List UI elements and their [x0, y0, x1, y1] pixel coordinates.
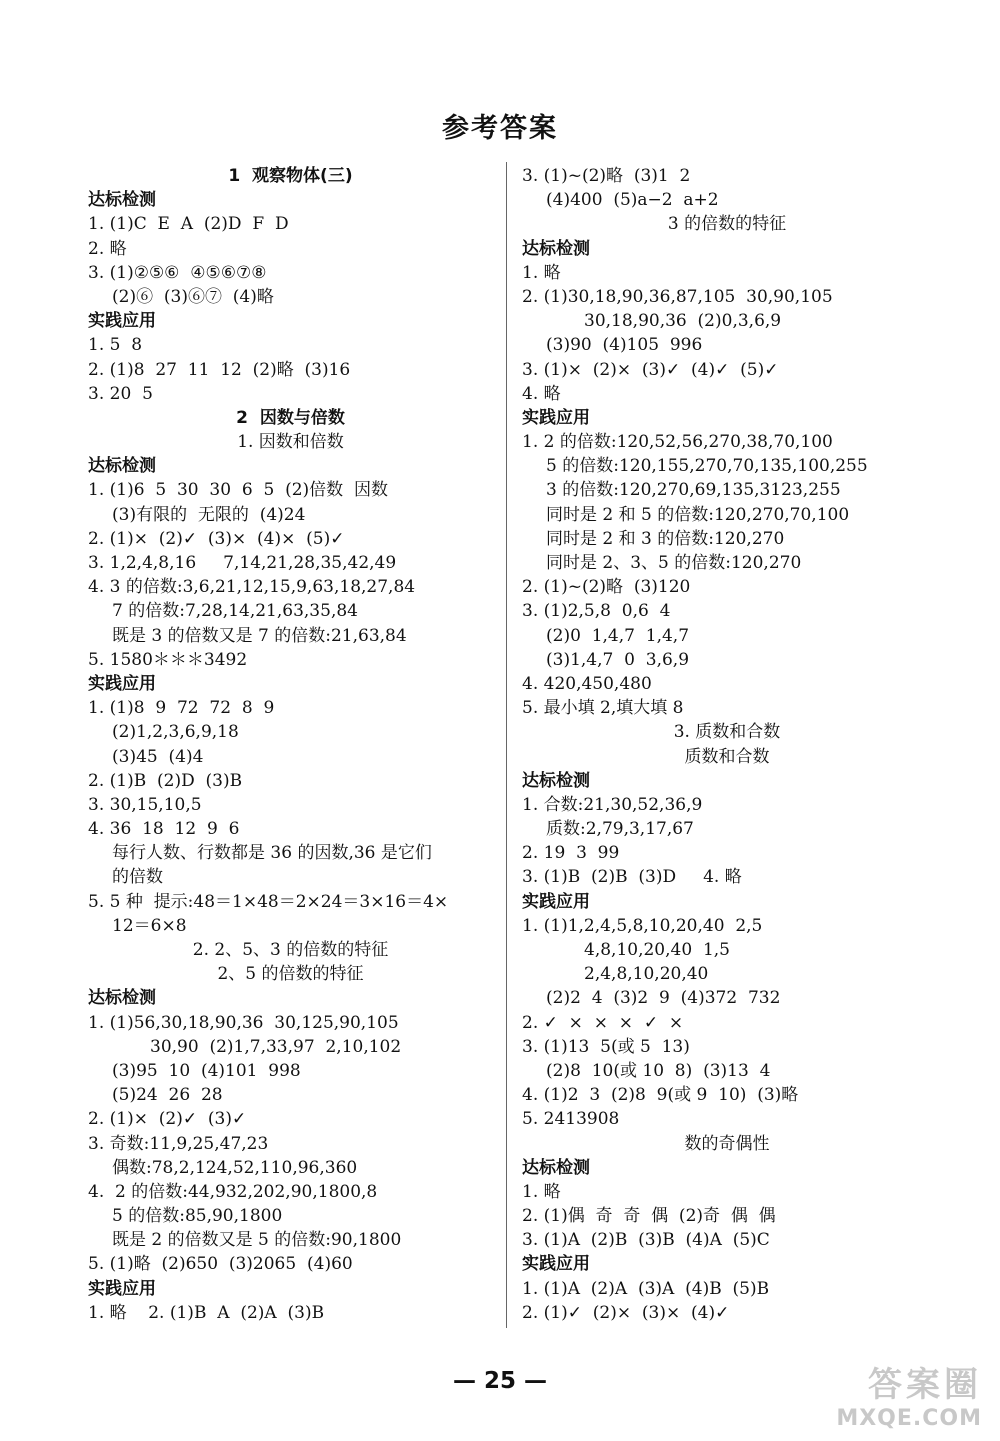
- answer-line: 1. (1)56,30,18,90,36 30,125,90,105: [88, 1012, 399, 1033]
- answer-line: (4)400 (5)a−2 a+2: [546, 190, 719, 211]
- answer-line: 4. 2 的倍数:44,932,202,90,1800,8: [88, 1181, 378, 1202]
- column-divider: [506, 162, 507, 1328]
- answer-line: 7 的倍数:7,28,14,21,63,35,84: [112, 601, 358, 622]
- answer-line: 2. (1)30,18,90,36,87,105 30,90,105: [522, 286, 833, 307]
- answer-line: 1. 2 的倍数:120,52,56,270,38,70,100: [522, 432, 833, 453]
- watermark-top: 答案圈: [868, 1365, 982, 1405]
- answer-line: 3. (1)A (2)B (3)B (4)A (5)C: [522, 1230, 770, 1251]
- answer-line: 1. 略: [522, 1181, 561, 1202]
- section-heading: 2 因数与倍数: [236, 407, 345, 428]
- section-heading: 实践应用: [522, 407, 590, 428]
- section-heading: 达标检测: [88, 456, 156, 477]
- answer-line: 2,4,8,10,20,40: [584, 964, 709, 985]
- answer-line: 1. 略: [522, 262, 561, 283]
- section-heading: 达标检测: [522, 238, 590, 259]
- answer-line: (3)95 10 (4)101 998: [112, 1060, 301, 1081]
- answer-line: 2. 略: [88, 238, 127, 259]
- answer-line: 3. (1)13 5(或 5 13): [522, 1036, 690, 1057]
- answer-line: 2. (1)× (2)✓ (3)✓: [88, 1109, 247, 1130]
- answer-line: 偶数:78,2,124,52,110,96,360: [112, 1157, 358, 1178]
- section-heading: 实践应用: [522, 1254, 590, 1275]
- section-heading: 达标检测: [522, 1157, 590, 1178]
- answer-line: 3. (1)2,5,8 0,6 4: [522, 601, 671, 622]
- answer-line: 3. (1)B (2)B (3)D 4. 略: [522, 867, 742, 888]
- answer-line: 的倍数: [112, 867, 163, 888]
- answer-line: 4. (1)2 3 (2)8 9(或 9 10) (3)略: [522, 1085, 799, 1106]
- answer-line: 3. (1)× (2)× (3)✓ (4)✓ (5)✓: [522, 359, 779, 380]
- answer-line: 5. (1)略 (2)650 (3)2065 (4)60: [88, 1254, 353, 1275]
- answer-line: 12＝6×8: [112, 915, 187, 936]
- answer-line: (2)⑥ (3)⑥⑦ (4)略: [112, 286, 274, 307]
- answer-line: 同时是 2 和 3 的倍数:120,270: [546, 528, 785, 549]
- answer-line: 1. 略 2. (1)B A (2)A (3)B: [88, 1302, 325, 1323]
- section-heading: 达标检测: [88, 988, 156, 1009]
- answer-line: (3)90 (4)105 996: [546, 335, 703, 356]
- answer-line: 2. ✓ × × × ✓ ×: [522, 1012, 684, 1033]
- answer-line: (2)8 10(或 10 8) (3)13 4: [546, 1060, 771, 1081]
- answer-line: 1. 因数和倍数: [237, 432, 344, 453]
- answer-line: 3. 1,2,4,8,16 7,14,21,28,35,42,49: [88, 553, 397, 573]
- answer-line: 5. 1580＊＊＊3492: [88, 649, 248, 670]
- answer-line: (2)0 1,4,7 1,4,7: [546, 625, 690, 646]
- answer-line: 数的奇偶性: [684, 1133, 770, 1154]
- answer-line: 2. (1)8 27 11 12 (2)略 (3)16: [88, 359, 351, 380]
- answer-line: 4. 36 18 12 9 6: [88, 819, 240, 840]
- answer-line: 5 的倍数:85,90,1800: [112, 1206, 283, 1227]
- answer-line: (3)45 (4)4: [112, 746, 204, 767]
- page-number: — 25 —: [452, 1368, 548, 1394]
- page-title: 参考答案: [442, 113, 558, 144]
- answer-line: 30,18,90,36 (2)0,3,6,9: [584, 311, 782, 332]
- answer-line: 4,8,10,20,40 1,5: [584, 940, 730, 960]
- answer-line: 既是 3 的倍数又是 7 的倍数:21,63,84: [112, 625, 407, 646]
- answer-line: 2、5 的倍数的特征: [217, 964, 364, 985]
- answer-line: 3 的倍数:120,270,69,135,3123,255: [546, 480, 841, 501]
- answer-line: (2)2 4 (3)2 9 (4)372 732: [546, 988, 781, 1009]
- answer-line: 质数:2,79,3,17,67: [546, 819, 694, 840]
- answer-line: 2. (1)✓ (2)× (3)× (4)✓: [522, 1302, 730, 1323]
- answer-line: 2. 2、5、3 的倍数的特征: [192, 940, 389, 960]
- answer-line: 2. (1)偶 奇 奇 偶 (2)奇 偶 偶: [522, 1206, 776, 1227]
- answer-line: 3. 20 5: [88, 383, 153, 404]
- answer-line: 同时是 2 和 5 的倍数:120,270,70,100: [546, 504, 850, 525]
- answer-line: (3)有限的 无限的 (4)24: [112, 504, 306, 525]
- watermark-bottom: MXQE.COM: [836, 1406, 982, 1431]
- answer-line: 2. (1)B (2)D (3)B: [88, 770, 243, 791]
- answer-line: 2. (1)~(2)略 (3)120: [522, 577, 691, 598]
- answer-line: 质数和合数: [684, 746, 770, 767]
- answer-line: 4. 3 的倍数:3,6,21,12,15,9,63,18,27,84: [88, 577, 416, 598]
- section-heading: 达标检测: [522, 770, 590, 791]
- answer-line: 3. 奇数:11,9,25,47,23: [88, 1133, 269, 1154]
- answer-line: 1. 合数:21,30,52,36,9: [522, 794, 703, 815]
- answer-line: 5 的倍数:120,155,270,70,135,100,255: [546, 456, 868, 477]
- section-heading: 达标检测: [88, 190, 156, 211]
- answer-line: 3. 质数和合数: [673, 722, 781, 743]
- right-column: [522, 164, 932, 1325]
- section-heading: 1 观察物体(三): [228, 166, 353, 186]
- answer-line: (5)24 26 28: [112, 1085, 223, 1106]
- answer-line: 3 的倍数的特征: [667, 214, 787, 235]
- answer-line: (3)1,4,7 0 3,6,9: [546, 649, 690, 670]
- answer-line: 既是 2 的倍数又是 5 的倍数:90,1800: [112, 1230, 402, 1251]
- answer-line: 2. (1)× (2)✓ (3)× (4)× (5)✓: [88, 528, 345, 549]
- left-column: [88, 164, 493, 1325]
- answer-line: 2. 19 3 99: [522, 843, 620, 864]
- answer-line: 3. (1)~(2)略 (3)1 2: [522, 166, 691, 186]
- answer-line: 30,90 (2)1,7,33,97 2,10,102: [150, 1036, 402, 1057]
- answer-line: 5. 最小填 2,填大填 8: [522, 698, 684, 719]
- answer-line: 4. 420,450,480: [522, 673, 652, 694]
- answer-line: 1. (1)8 9 72 72 8 9: [88, 698, 275, 719]
- section-heading: 实践应用: [88, 1278, 156, 1299]
- answer-line: 5. 2413908: [522, 1109, 620, 1130]
- section-heading: 实践应用: [88, 311, 156, 332]
- watermark-logo: [772, 1357, 982, 1435]
- section-heading: 实践应用: [522, 891, 590, 912]
- answer-line: 1. (1)6 5 30 30 6 5 (2)倍数 因数: [88, 480, 388, 501]
- answer-line: 1. (1)1,2,4,5,8,10,20,40 2,5: [522, 915, 763, 936]
- answer-line: 1. (1)A (2)A (3)A (4)B (5)B: [522, 1278, 770, 1299]
- answer-line: 4. 略: [522, 383, 561, 404]
- answer-line: 每行人数、行数都是 36 的因数,36 是它们: [112, 843, 432, 864]
- answer-line: (2)1,2,3,6,9,18: [112, 722, 239, 743]
- answer-line: 1. 5 8: [88, 335, 143, 356]
- answer-line: 1. (1)C E A (2)D F D: [88, 214, 289, 235]
- section-heading: 实践应用: [88, 673, 156, 694]
- answer-line: 3. (1)②⑤⑥ ④⑤⑥⑦⑧: [88, 262, 267, 283]
- answer-line: 同时是 2、3、5 的倍数:120,270: [546, 553, 802, 573]
- answer-line: 3. 30,15,10,5: [88, 794, 202, 815]
- answer-line: 5. 5 种 提示:48＝1×48＝2×24＝3×16＝4×: [88, 891, 449, 912]
